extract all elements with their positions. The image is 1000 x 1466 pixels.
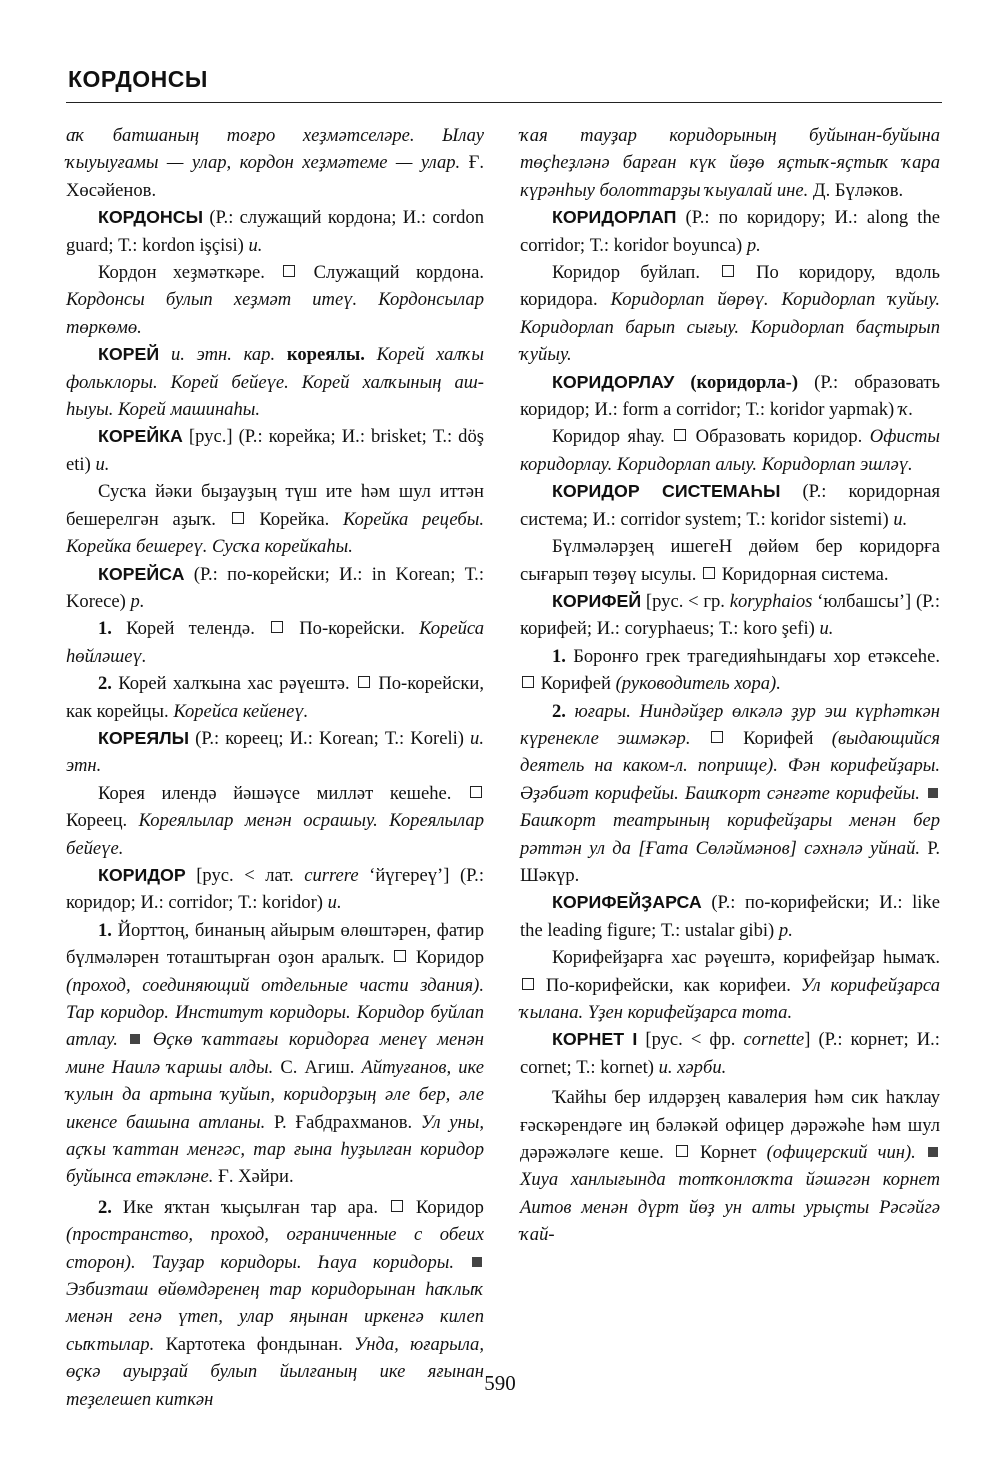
headword: КОРЕЙКА [98,426,183,447]
italic-text: р. [746,234,761,256]
bold-label: кореялы. [286,344,365,366]
italic-text: (проход, соединяющий отдельные части здания). Тар коридор. Институт коридоры. Коридор буйлап атлау. [66,974,484,1051]
entry-paragraph [520,698,940,890]
italic-text: и. [893,508,908,530]
entry-paragraph [520,1026,940,1081]
text: (Р.: служащий кордона; И.: cordon guard; Т.: kordon işçisi) [66,207,484,256]
entry-paragraph [66,341,484,423]
headword: КОРДОНСЫ [98,207,204,228]
text: Кордон хеҙмәткәре. [98,262,282,284]
translation-box-icon [522,978,534,990]
text: Ике яҡтан ҡыҫылған тар ара. [111,1196,389,1218]
italic-text: koryphaios [729,590,813,612]
left-column [66,122,484,1413]
text: С. Агиш. [273,1056,362,1078]
italic-text: Корейса һөйләшеү. [66,618,484,667]
text: (Р.: по коридору; И.: along the corridor; Т.: koridor boyunca) [520,207,940,256]
italic-text: Ул корифейҙарса ҡылана. Үҙен корифейҙарса тота. [520,974,940,1023]
text: Служащий кордона. [297,262,484,284]
italic-text: Өҫкө ҡаттағы коридорға менеү менән мине Наилә ҡаршы алды. [66,1029,484,1078]
text: (Р.: образовать коридор; И.: form a corridor; Т.: koridor yapmak) [520,371,940,421]
quote-square-icon [130,1034,140,1044]
text: По-корифейски, как корифеи. [536,974,801,996]
text: Р. Шәкүр. [520,837,940,886]
entry-paragraph [66,670,484,725]
text: ‘юлбашсы’] (Р.: корифей; И.: coryphaeus; Т.: koro şefi) [520,590,940,640]
italic-text: Кордонсы булып хеҙмәт итеү. Кордонсылар төркөмө. [66,289,484,338]
text: [рус. < фр. [637,1029,744,1051]
bold-label: 1. [98,919,112,941]
italic-text: и. [248,234,263,256]
text: Д. Бүләков. [808,179,904,201]
text: Ғ. Хәйри. [213,1166,294,1188]
headword: КОРИДОРЛАП [552,207,677,228]
page-number: 590 [484,1371,516,1395]
entry-paragraph [66,917,484,1191]
quote-square-icon [928,788,938,798]
entry-paragraph [520,643,940,698]
italic-text: Корей халҡы фольклоры. Корей бейеүе. Корей халҡының аш-һыуы. Корей машинаһы. [66,344,484,421]
text: (Р.: по-корифейски; И.: like the leading figure; Т.: ustalar gibi) [520,892,940,941]
text [118,1029,129,1050]
text: Р. Ғабдрахманов. [265,1111,421,1133]
translation-box-icon [674,429,686,441]
italic-text: р. [778,919,793,941]
italic-text: юғары. Ниндәйҙер өлкәлә ҙур эш күрһәткән күренекле эшмәкәр. [520,700,940,749]
text: Ғ. Хөсәйенов. [66,152,484,201]
italic-text: (руководитель хора). [615,673,781,695]
entry-paragraph [520,259,940,369]
text: Корей телендә. [111,618,270,640]
text: Бүлмәләрҙең ишегеН дөйөм бер коридорға сығарып төҙөү ысулы. [520,536,940,585]
translation-box-icon [676,1145,688,1157]
text: Картотека фондынан. [154,1333,355,1355]
text: Йорттоң, бинаның айырым өлөштәрен, фатир бүлмәләрен тоташтырған оҙон аралыҡ. [66,919,484,969]
text: По-корейски, как корейцы. [66,673,485,722]
italic-text: и. [327,892,342,914]
italic-text: ҡая тауҙар коридорының буйынан-буйына төҫһеҙләнә барған күк йөҙө яҫтыҡ-яҫтыҡ ҡара күрәнһыу болоттарҙы ҡыуалай ине. [520,125,940,201]
entry-paragraph [66,561,484,616]
italic-text: currere [304,864,359,886]
italic-text: Корейка рецебы. Корейка бешереү. Сусҡа корейкаһы. [66,508,484,558]
italic-text: Хиуа ханлығында тотҡонлоҡта йәшәгән корнет Аитов менән дүрт йөҙ ун алты урыҫты Рәсәйгә ҡай- [520,1169,940,1246]
bold-label: 1. [552,645,566,667]
translation-box-icon [394,950,406,962]
entry-paragraph [66,259,484,341]
italic-text: и. [95,453,110,475]
text: Боронғо грек трагедияһындағы хор етәксеһе. [565,645,940,667]
bold-label: 2. [98,673,112,695]
text: Коридор [404,1196,484,1218]
italic-text: Коридорлап йөрөү. Коридорлап ҡуйыу. Коридорлап барып сығыу. Коридорлап баҫтырып ҡуйыу. [520,289,940,366]
italic-text: cornette [743,1029,805,1051]
entry-paragraph [520,944,940,1026]
text: Коридорная система. [717,563,889,585]
text: Образовать коридор. [688,426,870,448]
italic-text: аҡ батшаның тоғро хеҙмәтселәре. Ылау ҡыуыуғамы — улар, кордон хеҙмәтеме — улар. [66,125,484,174]
translation-box-icon [271,621,283,633]
italic-text: Башҡорт театрының корифейҙары менән бер рәттән ул да [Ғата Сөләймәнов] сәхнәлә уйнай. [520,810,940,859]
text: (Р.: коридорная система; И.: corridor system; Т.: koridor sistemi) [520,481,940,530]
italic-text: (офицерский чин). [766,1142,916,1164]
headword: КОРЕЯЛЫ [98,727,190,748]
headword: КОРИДОРЛАУ [552,371,675,392]
entry-paragraph [66,725,484,780]
text: Корифей [724,727,832,749]
entry-paragraph [520,889,940,944]
italic-text: и. этн. кар. [159,344,287,366]
text [454,1252,470,1273]
headword: КОРНЕТ I [552,1029,638,1050]
headword: КОРЕЙСА [98,563,185,584]
translation-box-icon [358,676,370,688]
italic-text: Ул уны, аҫҡы ҡаттан менгәс, тар ғына һуҙылған коридор буйынса етәкләне. [66,1111,485,1188]
text: Кореец. [66,810,139,832]
entry-paragraph [520,478,940,533]
text: Коридор яһау. [552,426,673,448]
translation-box-icon [391,1200,403,1212]
text: [рус. < гр. [641,590,730,612]
text [916,1142,926,1163]
headword: КОРИФЕЙ [552,590,642,611]
entry-paragraph [520,533,940,588]
text: Корифейҙарға хас рәүештә, корифейҙар һымаҡ. [552,947,940,969]
quote-square-icon [928,1147,938,1157]
entry-paragraph [520,423,940,478]
entry-paragraph [66,478,484,560]
translation-box-icon [232,512,244,524]
headword: КОРЕЙ [98,344,160,365]
italic-text: Корейса кейенеү. [173,700,309,722]
entry-paragraph [66,780,484,862]
text: Ҡайһы бер илдәрҙең кавалерия һәм сик һаҡлау ғәскәрендәге иң бәләкәй офицер дәрәжәһе һәм шул дәрәжәләге кеше. [520,1087,940,1164]
text: По-корейски. [285,618,420,640]
text: Корифей [536,673,616,695]
italic-text: (пространство, проход, ограниченные с обеих сторон). Тауҙар коридоры. Һауа коридоры. [66,1224,484,1273]
translation-box-icon [522,676,534,688]
italic-text: Унда, юғарыла, өҫкә ауырҙай булып йылғаның ике яғынан теҙелешеп киткән [66,1333,484,1410]
entry-paragraph [520,369,940,424]
entry-paragraph [66,615,484,670]
text: [рус.] (Р.: корейка; И.: brisket; Т.: döş eti) [66,426,484,475]
text: Корея илендә йәшәүсе милләт кешеһе. [98,782,468,804]
text: [рус. < лат. [185,864,305,886]
translation-box-icon [711,731,723,743]
running-head: КОРДОНСЫ [68,66,208,92]
translation-box-icon [703,567,715,579]
italic-text: Эзбизташ өйөмдәренең тар коридорынан һаҡлыҡ менән генә үтеп, улар яңынан иркенгә килеп сыҡтылар. [66,1279,484,1355]
text: Корнет [689,1142,767,1164]
text: ] (Р.: корнет; И.: cornet; Т.: kornet) [520,1029,940,1078]
text: Корейка. [245,508,344,530]
quote-square-icon [472,1257,482,1267]
italic-text: Кореялылар менән осрашыу. Кореялылар бейеүе. [66,810,484,859]
bold-label: 2. [98,1196,112,1218]
headword: КОРИФЕЙҘАРСА [552,892,702,913]
translation-box-icon [283,265,295,277]
bold-label: 2. [552,700,566,722]
entry-paragraph [520,204,940,259]
italic-text: и. хәрби. [658,1056,727,1078]
text: Коридор буйлап. [552,262,721,284]
bold-label: 1. [98,618,112,640]
italic-text: Офисты коридорлау. Коридорлап алыу. Коридорлап эшләү. [520,426,940,475]
headword: КОРИДОР СИСТЕМАҺЫ [552,481,781,502]
italic-text: Айтуғанов, ике ҡулын да артына ҡуйып, коридорҙың әле бер, әле икенсе башына атланы. [66,1056,484,1133]
entry-paragraph [520,588,940,643]
translation-box-icon [470,786,482,798]
text: Коридор [408,947,484,969]
text: (Р.: по-корейски; И.: in Korean; Т.: Korece) [66,563,484,612]
italic-text: ҡ. [898,399,914,421]
headword: КОРИДОР [98,864,186,885]
italic-text: (выдающийся деятель на каком-л. поприще). Фән корифейҙары. Әҙәбиәт корифейы. Башҡорт сәнғәте корифейы. [520,727,940,804]
header-rule [66,102,942,103]
text: Сусҡа йәки быҙауҙың түш ите һәм шул иттән бешерелгән аҙыҡ. [66,481,484,530]
text: (Р.: кореец; И.: Korean; Т.: Koreli) [189,727,471,749]
text: ‘йүгереү’] (Р.: коридор; И.: corridor; Т.: koridor) [66,864,484,914]
entry-paragraph [66,862,484,917]
italic-text: р. [130,590,145,612]
italic-text: и. этн. [66,727,484,777]
right-column [520,122,940,1249]
text [691,728,709,749]
entry-paragraph [66,122,484,204]
entry-paragraph [66,423,484,478]
translation-box-icon [722,265,734,277]
text: Корей халҡына хас рәүештә. [111,673,356,695]
text [920,783,926,804]
italic-text: и. [819,618,834,640]
entry-paragraph [520,122,940,204]
bold-label: (коридорла-) [674,371,799,393]
text: По коридору, вдоль коридора. [520,262,940,311]
entry-paragraph [66,204,484,259]
entry-paragraph [520,1084,940,1248]
